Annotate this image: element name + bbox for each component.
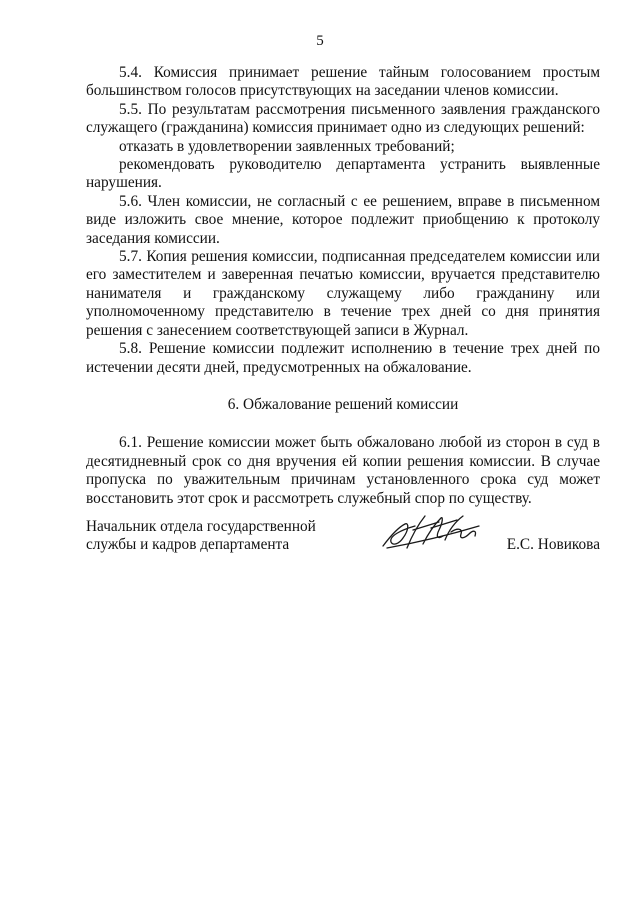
- paragraph-5-6: 5.6. Член комиссии, не согласный с ее решением, вправе в письменном виде изложить свое мнение, которое подлежит приобщению к протоколу заседания комиссии.: [86, 192, 600, 247]
- paragraph-5-5-option-1: отказать в удовлетворении заявленных требований;: [119, 137, 455, 155]
- section-6-heading: 6. Обжалование решений комиссии: [227, 395, 459, 413]
- paragraph-6-1: 6.1. Решение комиссии может быть обжаловано любой из сторон в суд в десятидневный срок со дня вручения ей копии решения комиссии. В случае пропуска по уважительным причинам установленного срока суд может восстановить этот срок и рассмотреть служебный спор по существу.: [86, 434, 600, 507]
- paragraph-5-7: 5.7. Копия решения комиссии, подписанная председателем комиссии или его заместителем и заверенная печатью комиссии, вручается представителю нанимателя и гражданскому служащему либо гражданину или уполномоченному представителю в течение трех дней со дня принятия решения с занесением соответствующей записи в Журнал.: [86, 248, 600, 339]
- document-body: [86, 64, 600, 508]
- signer-title-line-2: службы и кадров департамента: [86, 536, 290, 554]
- signer-title-line-1: Начальник отдела государственной: [86, 518, 316, 535]
- signature-block: [86, 518, 600, 558]
- paragraph-5-5-option-2: рекомендовать руководителю департамента устранить выявленные нарушения.: [86, 156, 600, 192]
- paragraph-5-4: 5.4. Комиссия принимает решение тайным голосованием простым большинством голосов присутствующих на заседании членов комиссии.: [86, 64, 600, 100]
- paragraph-5-8: 5.8. Решение комиссии подлежит исполнению в течение трех дней по истечении десяти дней, предусмотренных на обжалование.: [86, 340, 600, 376]
- signer-name: Е.С. Новикова: [506, 536, 600, 553]
- signer-title: [86, 518, 316, 555]
- handwritten-signature-icon: [379, 508, 489, 554]
- paragraph-5-5: 5.5. По результатам рассмотрения письменного заявления гражданского служащего (гражданина) комиссия принимает одно из следующих решений:: [86, 100, 600, 137]
- page-number: 5: [316, 33, 324, 49]
